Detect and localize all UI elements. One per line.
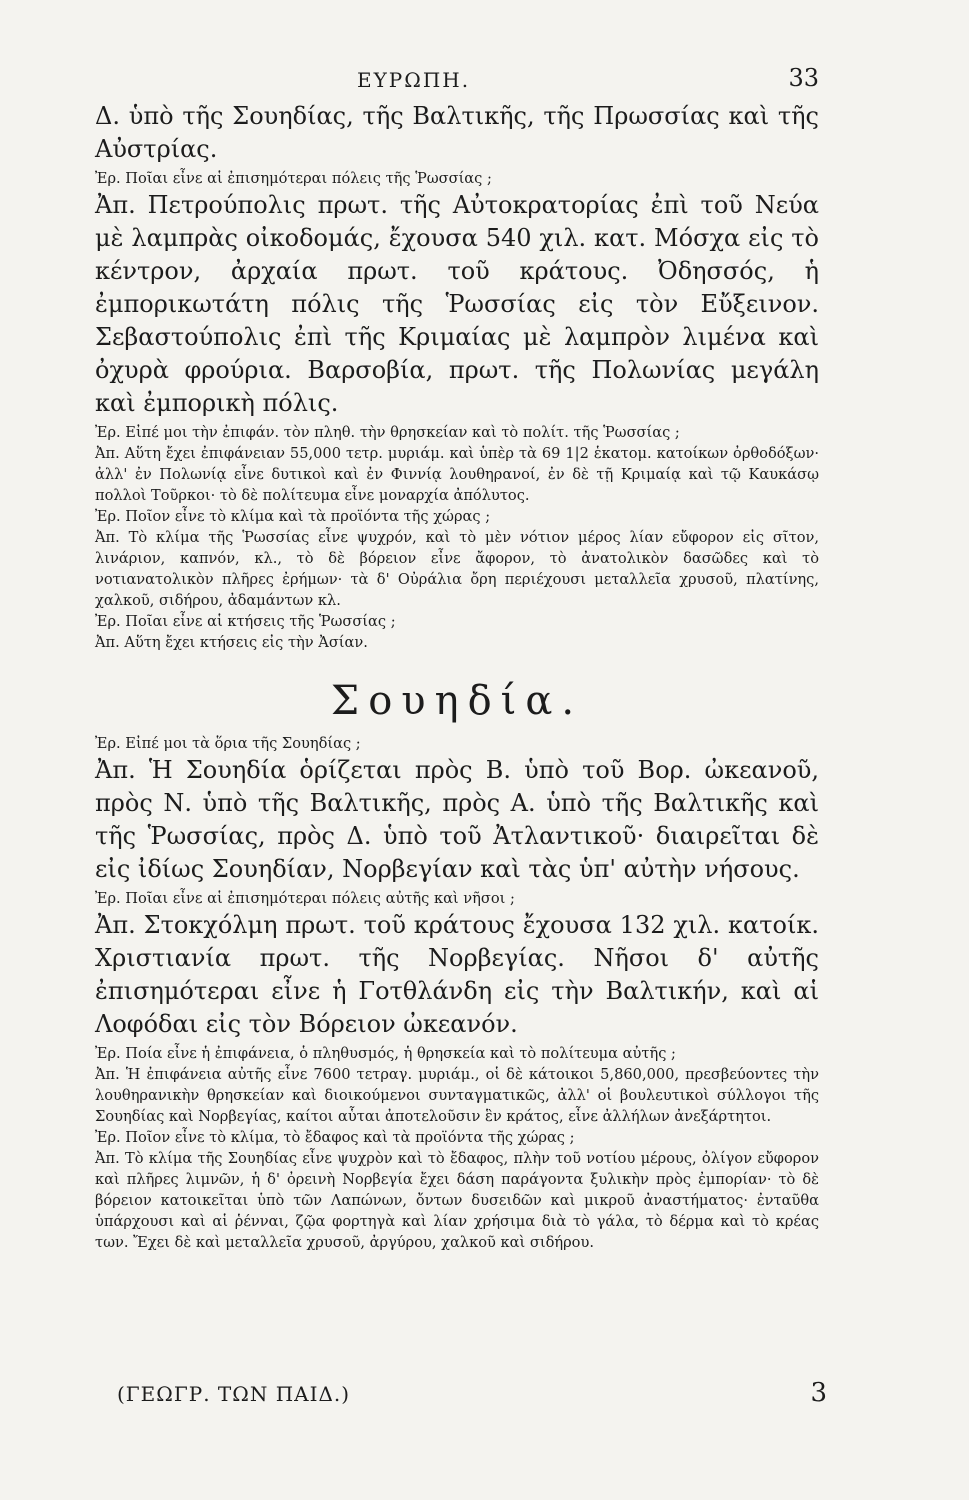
question-area-russia: Ἐρ. Εἰπέ μοι τὴν ἐπιφάν. τὸν πληθ. τὴν θρησκείαν καὶ τὸ πολίτ. τῆς Ῥωσσίας ; [95, 424, 680, 441]
page-number: 33 [788, 64, 819, 92]
running-title: ΕΥΡΩΠΗ. [357, 68, 471, 92]
answer-cities-sweden: Ἀπ. Στοκχόλμη πρωτ. τοῦ κράτους ἔχουσα 132 χιλ. κατοίκ. Χριστιανία πρωτ. τῆς Νορβεγίας. Νῆσοι δ' αὐτῆς ἐπισημότεραι εἶνε ἡ Γοτθλάνδη εἰς τὴν Βαλτικήν, καὶ αἱ Λοφόδαι εἰς τὸν Βόρειον ὠκεανόν. [95, 911, 819, 1038]
answer-possessions-russia: Ἀπ. Αὕτη ἔχει κτήσεις εἰς τὴν Ἀσίαν. [95, 634, 368, 651]
answer-area-sweden: Ἀπ. Ἡ ἐπιφάνεια αὐτῆς εἶνε 7600 τετραγ. μυριάμ., οἱ δὲ κάτοικοι 5,860,000, πρεσβεύοντες τὴν λουθηρανικὴν θρησκείαν καὶ διοικούμενοι συνταγματικῶς, ἀλλ' οἱ βουλευτικοὶ σύλλογοι τῆς Σουηδίας καὶ Νορβεγίας, καίτοι αὗται ἀποτελοῦσιν ἓν κράτος, εἶνε ἀλλήλων ἀνεξάρτητοι. [95, 1066, 819, 1125]
answer-area-russia: Ἀπ. Αὕτη ἔχει ἐπιφάνειαν 55,000 τετρ. μυριάμ. καὶ ὑπὲρ τὰ 69 1|2 ἑκατομ. κατοίκων ὀρθοδόξων· ἀλλ' ἐν Πολωνίᾳ εἶνε δυτικοὶ καὶ ἐν Φιννίᾳ λουθηρανοί, ἐν δὲ τῇ Κριμαίᾳ καὶ τῷ Καυκάσῳ πολλοὶ Τοῦρκοι· τὸ δὲ πολίτευμα εἶνε μοναρχία ἀπόλυτος. [95, 445, 819, 504]
signature-mark: 3 [810, 1378, 827, 1408]
question-cities-sweden: Ἐρ. Ποῖαι εἶνε αἱ ἐπισημότεραι πόλεις αὐτῆς καὶ νῆσοι ; [95, 890, 515, 907]
answer-climate-russia: Ἀπ. Τὸ κλίμα τῆς Ῥωσσίας εἶνε ψυχρόν, καὶ τὸ μὲν νότιον μέρος λίαν εὔφορον εἰς σῖτον, λινάριον, καπνόν, κλ., τὸ δὲ βόρειον εἶνε ἄφορον, τὸ ἀνατολικὸν δασῶδες καὶ τὸ νοτιανατολικὸν πλῆρες ἐρήμων· τὰ δ' Οὐράλια ὄρη περιέχουσι μεταλλεῖα χρυσοῦ, πλατίνης, χαλκοῦ, σιδήρου, ἀδαμάντων κλ. [95, 529, 819, 609]
question-cities-russia: Ἐρ. Ποῖαι εἶνε αἱ ἐπισημότεραι πόλεις τῆς Ῥωσσίας ; [95, 170, 492, 187]
answer-borders-sweden: Ἀπ. Ἡ Σουηδία ὁρίζεται πρὸς Β. ὑπὸ τοῦ Βορ. ὠκεανοῦ, πρὸς Ν. ὑπὸ τῆς Βαλτικῆς, πρὸς Α. ὑπὸ τῆς Βαλτικῆς καὶ τῆς Ῥωσσίας, πρὸς Δ. ὑπὸ τοῦ Ἀτλαντικοῦ· διαιρεῖται δὲ εἰς ἰδίως Σουηδίαν, Νορβεγίαν καὶ τὰς ὑπ' αὐτὴν νήσους. [95, 756, 819, 883]
question-possessions-russia: Ἐρ. Ποῖαι εἶνε αἱ κτήσεις τῆς Ῥωσσίας ; [95, 613, 396, 630]
question-borders-sweden: Ἐρ. Εἰπέ μοι τὰ ὅρια τῆς Σουηδίας ; [95, 735, 361, 752]
question-area-sweden: Ἐρ. Ποία εἶνε ἡ ἐπιφάνεια, ὁ πληθυσμός, ἡ θρησκεία καὶ τὸ πολίτευμα αὐτῆς ; [95, 1045, 676, 1062]
running-head [95, 60, 819, 100]
question-climate-sweden: Ἐρ. Ποῖον εἶνε τὸ κλίμα, τὸ ἔδαφος καὶ τὰ προϊόντα τῆς χώρας ; [95, 1129, 575, 1146]
text-body [95, 100, 819, 1253]
page-footer [117, 1378, 827, 1418]
answer-climate-sweden: Ἀπ. Τὸ κλίμα τῆς Σουηδίας εἶνε ψυχρὸν καὶ τὸ ἔδαφος, πλὴν τοῦ νοτίου μέρους, ὀλίγον εὔφορον καὶ πλῆρες λιμνῶν, ἡ δ' ὀρεινὴ Νορβεγία ἔχει δάση παράγοντα ξυλικὴν πρὸς ἐμπορίαν· τὸ δὲ βόρειον κατοικεῖται ὑπὸ τῶν Λαπώνων, ὄντων δυσειδῶν καὶ μικροῦ ἀναστήματος· ἐνταῦθα ὑπάρχουσι καὶ αἱ ῥένναι, ζῷα φορτηγὰ καὶ λίαν χρήσιμα διὰ τὸ γάλα, τὸ δέρμα καὶ τὸ κρέας των. Ἔχει δὲ καὶ μεταλλεῖα χρυσοῦ, ἀργύρου, χαλκοῦ καὶ σιδήρου. [95, 1150, 819, 1251]
printer-signature: (ΓΕΩΓΡ. ΤΩΝ ΠΑΙΔ.) [117, 1382, 351, 1406]
section-heading-sweden: Σουηδία. [330, 678, 584, 724]
question-climate-russia: Ἐρ. Ποῖον εἶνε τὸ κλίμα καὶ τὰ προϊόντα τῆς χώρας ; [95, 508, 491, 525]
paragraph-borders-russia: Δ. ὑπὸ τῆς Σουηδίας, τῆς Βαλτικῆς, τῆς Πρωσσίας καὶ τῆς Αὐστρίας. [95, 102, 819, 163]
answer-cities-russia: Ἀπ. Πετρούπολις πρωτ. τῆς Αὐτοκρατορίας ἐπὶ τοῦ Νεύα μὲ λαμπρὰς οἰκοδομάς, ἔχουσα 540 χιλ. κατ. Μόσχα εἰς τὸ κέντρον, ἀρχαία πρωτ. τοῦ κράτους. Ὀδησσός, ἡ ἐμπορικωτάτη πόλις τῆς Ῥωσσίας εἰς τὸν Εὔξεινον. Σεβαστούπολις ἐπὶ τῆς Κριμαίας μὲ λαμπρὸν λιμένα καὶ ὀχυρὰ φρούρια. Βαρσοβία, πρωτ. τῆς Πολωνίας μεγάλη καὶ ἐμπορικὴ πόλις. [95, 191, 819, 417]
